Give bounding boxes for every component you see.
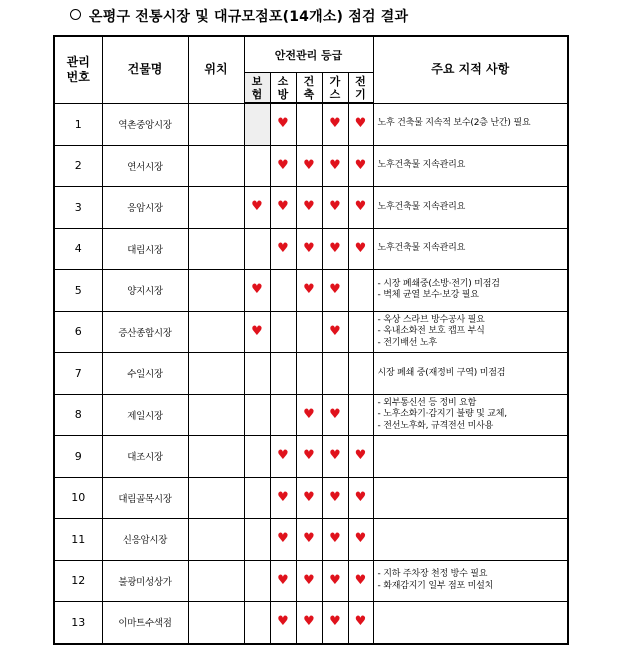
heart-marker-icon: ♥ [303,406,315,422]
grade-cell-insurance [244,270,270,312]
header-grade-electric-line1: 전 [355,74,366,88]
location-cell [188,436,244,478]
grade-cell-building [296,560,322,602]
grade-cell-insurance [244,103,270,145]
grade-cell-fire [270,270,296,312]
grade-cell-fire [270,145,296,187]
remarks-cell [373,270,568,312]
building-name-cell: 불광미성상가 [102,560,188,602]
location-cell [188,477,244,519]
header-grade-building-line2: 축 [303,87,315,101]
remarks-cell [373,477,568,519]
building-name-cell: 양지시장 [102,270,188,312]
remark-line: - 시장 폐쇄중(소방·전기) 미점검 [377,278,500,289]
remarks-cell [373,353,568,395]
header-grade-fire-line1: 소 [277,74,289,88]
heart-marker-icon: ♥ [354,489,367,505]
remark-line: - 전선노후화, 규격전선 미사용 [377,420,494,431]
title-text: 온평구 전통시장 및 대규모점포(14개소) 점검 결과 [89,9,409,25]
location-cell [188,187,244,229]
grade-cell-electric [348,353,373,395]
management-number-cell: 7 [54,353,102,395]
heart-marker-icon: ♥ [303,282,315,298]
heart-marker-icon: ♥ [277,489,289,505]
remark-line: - 옥상 스라브 방수공사 필요 [377,314,485,325]
location-cell [188,145,244,187]
heart-marker-icon: ♥ [329,157,341,173]
grade-cell-building [296,394,322,436]
management-number-cell: 12 [54,560,102,602]
grade-cell-building [296,436,322,478]
management-number-cell: 1 [54,103,102,145]
table-row [54,436,568,478]
heart-marker-icon: ♥ [329,614,341,630]
grade-cell-building [296,103,322,145]
grade-cell-insurance [244,602,270,644]
grade-cell-building [296,353,322,395]
grade-cell-fire [270,519,296,561]
grade-cell-gas [322,228,348,270]
table-row [54,145,568,187]
remark-line: 노후건축물 지속관리요 [377,160,466,170]
remark-line: - 전기배선 노후 [377,337,437,348]
heart-marker-icon: ♥ [277,531,289,547]
grade-cell-insurance [244,145,270,187]
grade-cell-gas [322,477,348,519]
grade-cell-gas [322,519,348,561]
grade-cell-electric [348,311,373,353]
grade-cell-fire [270,477,296,519]
heart-marker-icon: ♥ [303,614,315,630]
heart-marker-icon: ♥ [329,572,341,588]
heart-marker-icon: ♥ [354,199,367,215]
remark-line: - 외부통신선 등 정비 요함 [377,397,477,408]
remarks-cell [373,394,568,436]
remark-line: 시장 폐쇄 중(재정비 구역) 미점검 [377,367,506,378]
heart-marker-icon: ♥ [251,323,263,339]
table-row [54,187,568,229]
heart-marker-icon: ♥ [277,614,289,630]
building-name-cell: 증산종합시장 [102,311,188,353]
management-number-cell: 9 [54,436,102,478]
heart-marker-icon: ♥ [303,240,315,256]
heart-marker-icon: ♥ [329,116,341,132]
table-row [54,477,568,519]
grade-cell-gas [322,602,348,644]
remarks-cell [373,560,568,602]
grade-cell-building [296,187,322,229]
grade-cell-building [296,145,322,187]
building-name-cell: 대림시장 [102,228,188,270]
grade-cell-gas [322,436,348,478]
grade-cell-fire [270,560,296,602]
management-number-cell: 4 [54,228,102,270]
heart-marker-icon: ♥ [354,614,367,630]
grade-cell-electric [348,187,373,229]
management-number-cell: 13 [54,602,102,644]
header-grade-electric-line2: 기 [355,87,366,101]
header-no-line2: 번호 [66,69,90,84]
management-number-cell: 5 [54,270,102,312]
remark-line: 노후건축물 지속관리요 [377,201,466,212]
grade-cell-insurance [244,394,270,436]
grade-cell-insurance [244,519,270,561]
heart-marker-icon: ♥ [303,572,315,588]
building-name-cell: 역촌중앙시장 [102,103,188,145]
table-row [54,602,568,644]
heart-marker-icon: ♥ [251,282,263,298]
header-grade-building-line1: 건 [303,74,315,88]
remark-line: - 벽체 균열 보수·보강 필요 [377,290,479,301]
heart-marker-icon: ♥ [303,531,315,547]
grade-cell-gas [322,187,348,229]
grade-cell-electric [348,145,373,187]
heart-marker-icon: ♥ [329,199,341,215]
management-number-cell: 11 [54,519,102,561]
grade-cell-insurance [244,187,270,229]
heart-marker-icon: ♥ [277,448,289,464]
grade-cell-electric [348,519,373,561]
location-cell [188,394,244,436]
heart-marker-icon: ♥ [354,240,367,256]
grade-cell-fire [270,353,296,395]
header-grade-gas-line1: 가 [329,74,341,88]
heart-marker-icon: ♥ [277,199,289,215]
header-grade-fire-line2: 방 [277,87,289,101]
remark-line: - 노후소화기·감지기 불량 및 교체, [377,409,507,419]
grade-cell-insurance [244,477,270,519]
heart-marker-icon: ♥ [303,489,315,505]
location-cell [188,311,244,353]
heart-marker-icon: ♥ [251,199,263,215]
table-row [54,560,568,602]
heart-marker-icon: ♥ [354,157,367,173]
location-cell [188,228,244,270]
grade-cell-gas [322,353,348,395]
building-name-cell: 제일시장 [102,394,188,436]
heart-marker-icon: ♥ [354,572,367,588]
management-number-cell: 3 [54,187,102,229]
remarks-cell [373,519,568,561]
table-row [54,394,568,436]
heart-marker-icon: ♥ [303,199,315,215]
heart-marker-icon: ♥ [329,531,341,547]
remark-line: - 화재감지기 일부 점포 미설치 [377,580,494,591]
location-cell [188,103,244,145]
grade-cell-insurance [244,436,270,478]
building-name-cell: 연서시장 [102,145,188,187]
header-grade-gas [322,73,348,104]
grade-cell-electric [348,560,373,602]
header-grade-gas-line2: 스 [329,87,341,101]
table-row [54,353,568,395]
grade-cell-electric [348,270,373,312]
building-name-cell: 대림골목시장 [102,477,188,519]
building-name-cell: 신응암시장 [102,519,188,561]
header-grade-fire [270,73,296,104]
building-name-cell: 대조시장 [102,436,188,478]
management-number-cell: 2 [54,145,102,187]
header-grade-electric [348,73,373,104]
remark-line: 노후 건축물 지속적 보수(2층 난간) 필요 [377,118,531,129]
grade-cell-building [296,477,322,519]
heart-marker-icon: ♥ [277,572,289,588]
remark-line: - 지하 주차장 천정 방수 필요 [377,569,488,580]
building-name-cell: 응암시장 [102,187,188,229]
location-cell [188,270,244,312]
table-row [54,103,568,145]
location-cell [188,560,244,602]
location-cell [188,602,244,644]
grade-cell-electric [348,228,373,270]
remarks-cell [373,228,568,270]
table-row [54,228,568,270]
management-number-cell: 10 [54,477,102,519]
building-name-cell: 수일시장 [102,353,188,395]
heart-marker-icon: ♥ [303,157,315,173]
heart-marker-icon: ♥ [329,282,341,298]
grade-cell-fire [270,602,296,644]
inspection-results-table [53,35,569,645]
heart-marker-icon: ♥ [329,448,341,464]
heart-marker-icon: ♥ [354,116,367,132]
grade-cell-electric [348,103,373,145]
grade-cell-electric [348,394,373,436]
grade-cell-insurance [244,560,270,602]
grade-cell-fire [270,436,296,478]
grade-cell-fire [270,394,296,436]
header-grade-building [296,73,322,104]
management-number-cell: 8 [54,394,102,436]
table-row [54,311,568,353]
grade-cell-building [296,311,322,353]
header-management-number [54,36,102,103]
header-grade-insurance-line2: 험 [251,87,263,101]
management-number-cell: 6 [54,311,102,353]
grade-cell-electric [348,436,373,478]
heart-marker-icon: ♥ [354,448,367,464]
header-grade-insurance [244,73,270,104]
grade-cell-building [296,228,322,270]
document-title [70,6,408,26]
grade-cell-building [296,270,322,312]
grade-cell-fire [270,311,296,353]
remarks-cell [373,103,568,145]
heart-marker-icon: ♥ [329,489,341,505]
grade-cell-insurance [244,228,270,270]
header-safety-grade: 안전관리 등급 [244,36,373,73]
heart-marker-icon: ♥ [277,240,289,256]
grade-cell-gas [322,560,348,602]
heart-marker-icon: ♥ [329,240,341,256]
remark-line: - 옥내소화전 보호 캡프 부식 [377,326,485,336]
grade-cell-gas [322,311,348,353]
header-location: 위치 [188,36,244,103]
grade-cell-gas [322,394,348,436]
heart-marker-icon: ♥ [329,323,341,339]
heart-marker-icon: ♥ [277,116,289,132]
grade-cell-electric [348,477,373,519]
grade-cell-building [296,602,322,644]
heart-marker-icon: ♥ [277,157,289,173]
header-no-line1: 관리 [66,54,90,69]
grade-cell-insurance [244,353,270,395]
heart-marker-icon: ♥ [329,406,341,422]
grade-cell-insurance [244,311,270,353]
heart-marker-icon: ♥ [303,448,315,464]
table-row [54,270,568,312]
grade-cell-fire [270,228,296,270]
remark-line: 노후건축물 지속관리요 [377,243,466,253]
grade-cell-gas [322,270,348,312]
circle-bullet-icon [70,9,81,20]
remarks-cell [373,311,568,353]
grade-cell-electric [348,602,373,644]
location-cell [188,519,244,561]
grade-cell-fire [270,187,296,229]
building-name-cell: 이마트수색점 [102,602,188,644]
header-grade-insurance-line1: 보 [251,74,263,88]
remarks-cell [373,187,568,229]
grade-cell-fire [270,103,296,145]
header-building-name: 건물명 [102,36,188,103]
remarks-cell [373,145,568,187]
remarks-cell [373,602,568,644]
header-main-remarks: 주요 지적 사항 [373,36,568,103]
location-cell [188,353,244,395]
remarks-cell [373,436,568,478]
grade-cell-building [296,519,322,561]
grade-cell-gas [322,103,348,145]
grade-cell-gas [322,145,348,187]
table-row [54,519,568,561]
heart-marker-icon: ♥ [354,531,367,547]
